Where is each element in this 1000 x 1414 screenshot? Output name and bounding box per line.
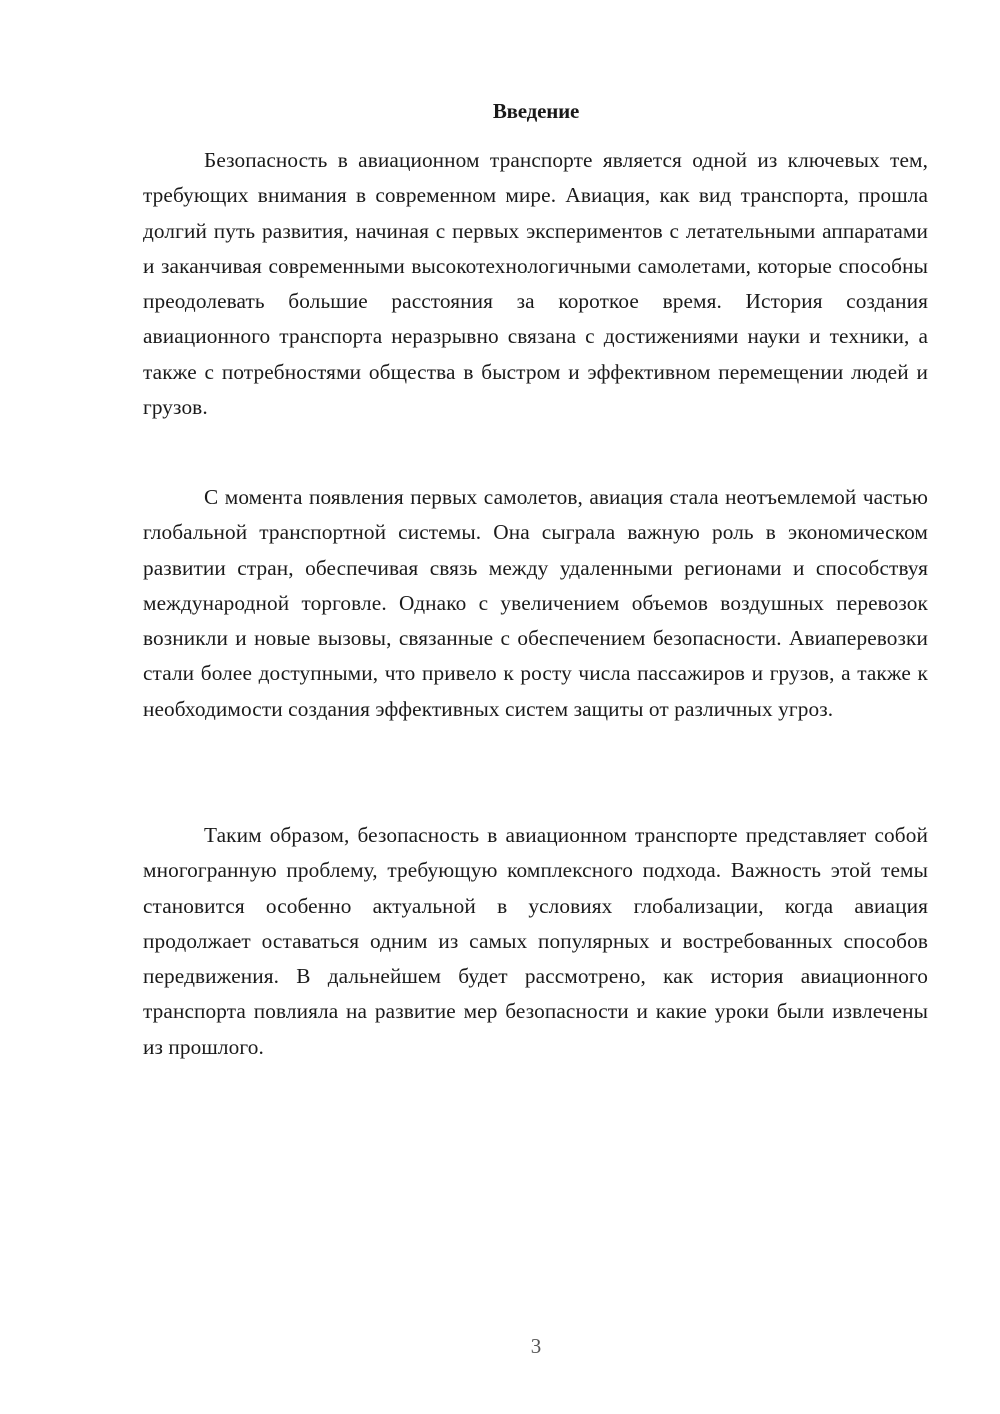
- section-heading: Введение: [492, 99, 580, 123]
- page-number: 3: [530, 1334, 542, 1358]
- paragraph-1: Безопасность в авиационном транспорте является одной из ключевых тем, требующих внимания в современном мире. Авиация, как вид транспорта, прошла долгий путь развития, начиная с первых экспериментов с летательными аппаратами и заканчивая современными высокотехнологичными самолетами, которые способны преодолевать большие расстояния за короткое время. История создания авиационного транспорта неразрывно связана с достижениями науки и техники, а также с потребностями общества в быстром и эффективном перемещении людей и грузов.: [143, 148, 928, 420]
- paragraph-2: С момента появления первых самолетов, авиация стала неотъемлемой частью глобальной транспортной системы. Она сыграла важную роль в экономическом развитии стран, обеспечивая связь между удаленными регионами и способствуя международной торговле. Однако с увеличением объемов воздушных перевозок возникли и новые вызовы, связанные с обеспечением безопасности. Авиаперевозки стали более доступными, что привело к росту числа пассажиров и грузов, а также к необходимости создания эффективных систем защиты от различных угроз.: [143, 485, 928, 721]
- paragraph-3: Таким образом, безопасность в авиационном транспорте представляет собой многогранную проблему, требующую комплексного подхода. Важность этой темы становится особенно актуальной в условиях глобализации, когда авиация продолжает оставаться одним из самых популярных и востребованных способов передвижения. В дальнейшем будет рассмотрено, как история авиационного транспорта повлияла на развитие мер безопасности и какие уроки были извлечены из прошлого.: [143, 823, 928, 1059]
